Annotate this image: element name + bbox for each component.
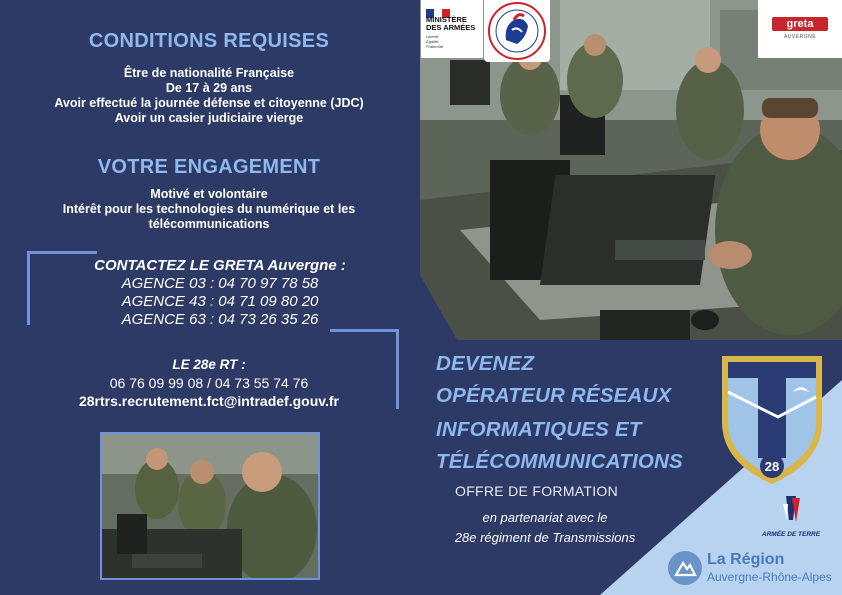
small-photo-illustration: [102, 434, 318, 578]
ministere-motto-2: Égalité: [426, 39, 439, 44]
insignia-number: 28: [764, 459, 780, 474]
rt-email: 28rtrs.recrutement.fct@intradef.gouv.fr: [78, 393, 339, 409]
condition-line: Être de nationalité Française: [123, 66, 295, 80]
engagement-line: télécommunications: [148, 217, 270, 231]
greta-frame-top: [27, 251, 97, 254]
offer-label: OFFRE DE FORMATION: [455, 483, 619, 499]
headline-line-3: INFORMATIQUES ET: [436, 418, 642, 441]
condition-line: De 17 à 29 ans: [165, 81, 253, 95]
greta-agency-43: AGENCE 43 : 04 71 09 80 20: [121, 293, 319, 310]
headline-line-2: OPÉRATEUR RÉSEAUX: [436, 384, 672, 407]
greta-agency-03: AGENCE 03 : 04 70 97 78 58: [121, 275, 319, 292]
region-logo-icon: [668, 551, 702, 585]
greta-agency-63: AGENCE 63 : 04 73 26 35 26: [121, 311, 319, 328]
ministere-motto-1: Liberté: [426, 34, 439, 39]
ministere-motto-3: Fraternité: [426, 44, 444, 49]
partnership-line-2: 28e régiment de Transmissions: [454, 530, 636, 545]
condition-line: Avoir effectué la journée défense et citoyenne (JDC): [54, 96, 364, 110]
engagement-line: Motivé et volontaire: [150, 187, 268, 201]
headline-line-1: DEVENEZ: [436, 352, 535, 375]
greta-contact-title: CONTACTEZ LE GRETA Auvergne :: [94, 257, 346, 274]
region-subtitle: Auvergne-Rhône-Alpes: [707, 570, 832, 584]
ministere-line-1: MINISTÈRE: [426, 15, 467, 24]
rt-contact-title: LE 28e RT :: [172, 357, 246, 372]
rt-phone-numbers: 06 76 09 99 08 / 04 73 55 74 76: [109, 375, 309, 391]
armee-de-terre-label: ARMÉE DE TERRE: [761, 531, 821, 538]
condition-line: Avoir un casier judiciaire vierge: [114, 111, 304, 125]
engagement-title: VOTRE ENGAGEMENT: [97, 156, 321, 178]
ministere-line-2: DES ARMÉES: [426, 23, 476, 32]
headline-line-4: TÉLÉCOMMUNICATIONS: [436, 450, 683, 473]
engagement-line: Intérêt pour les technologies du numérique et les: [62, 202, 356, 216]
soldiers-training-photo: [100, 432, 320, 580]
region-name: La Région: [707, 551, 785, 568]
rt-frame-top: [330, 329, 399, 332]
greta-logo-sub: AUVERGNE: [783, 34, 817, 40]
garde-nationale-logo: [484, 0, 550, 62]
ministere-logo: [421, 0, 483, 58]
greta-logo-text: greta: [786, 18, 814, 30]
partnership-line-1: en partenariat avec le: [482, 510, 608, 525]
conditions-title: CONDITIONS REQUISES: [88, 30, 330, 52]
regiment-insignia: [718, 352, 826, 487]
greta-logo: [758, 0, 842, 58]
